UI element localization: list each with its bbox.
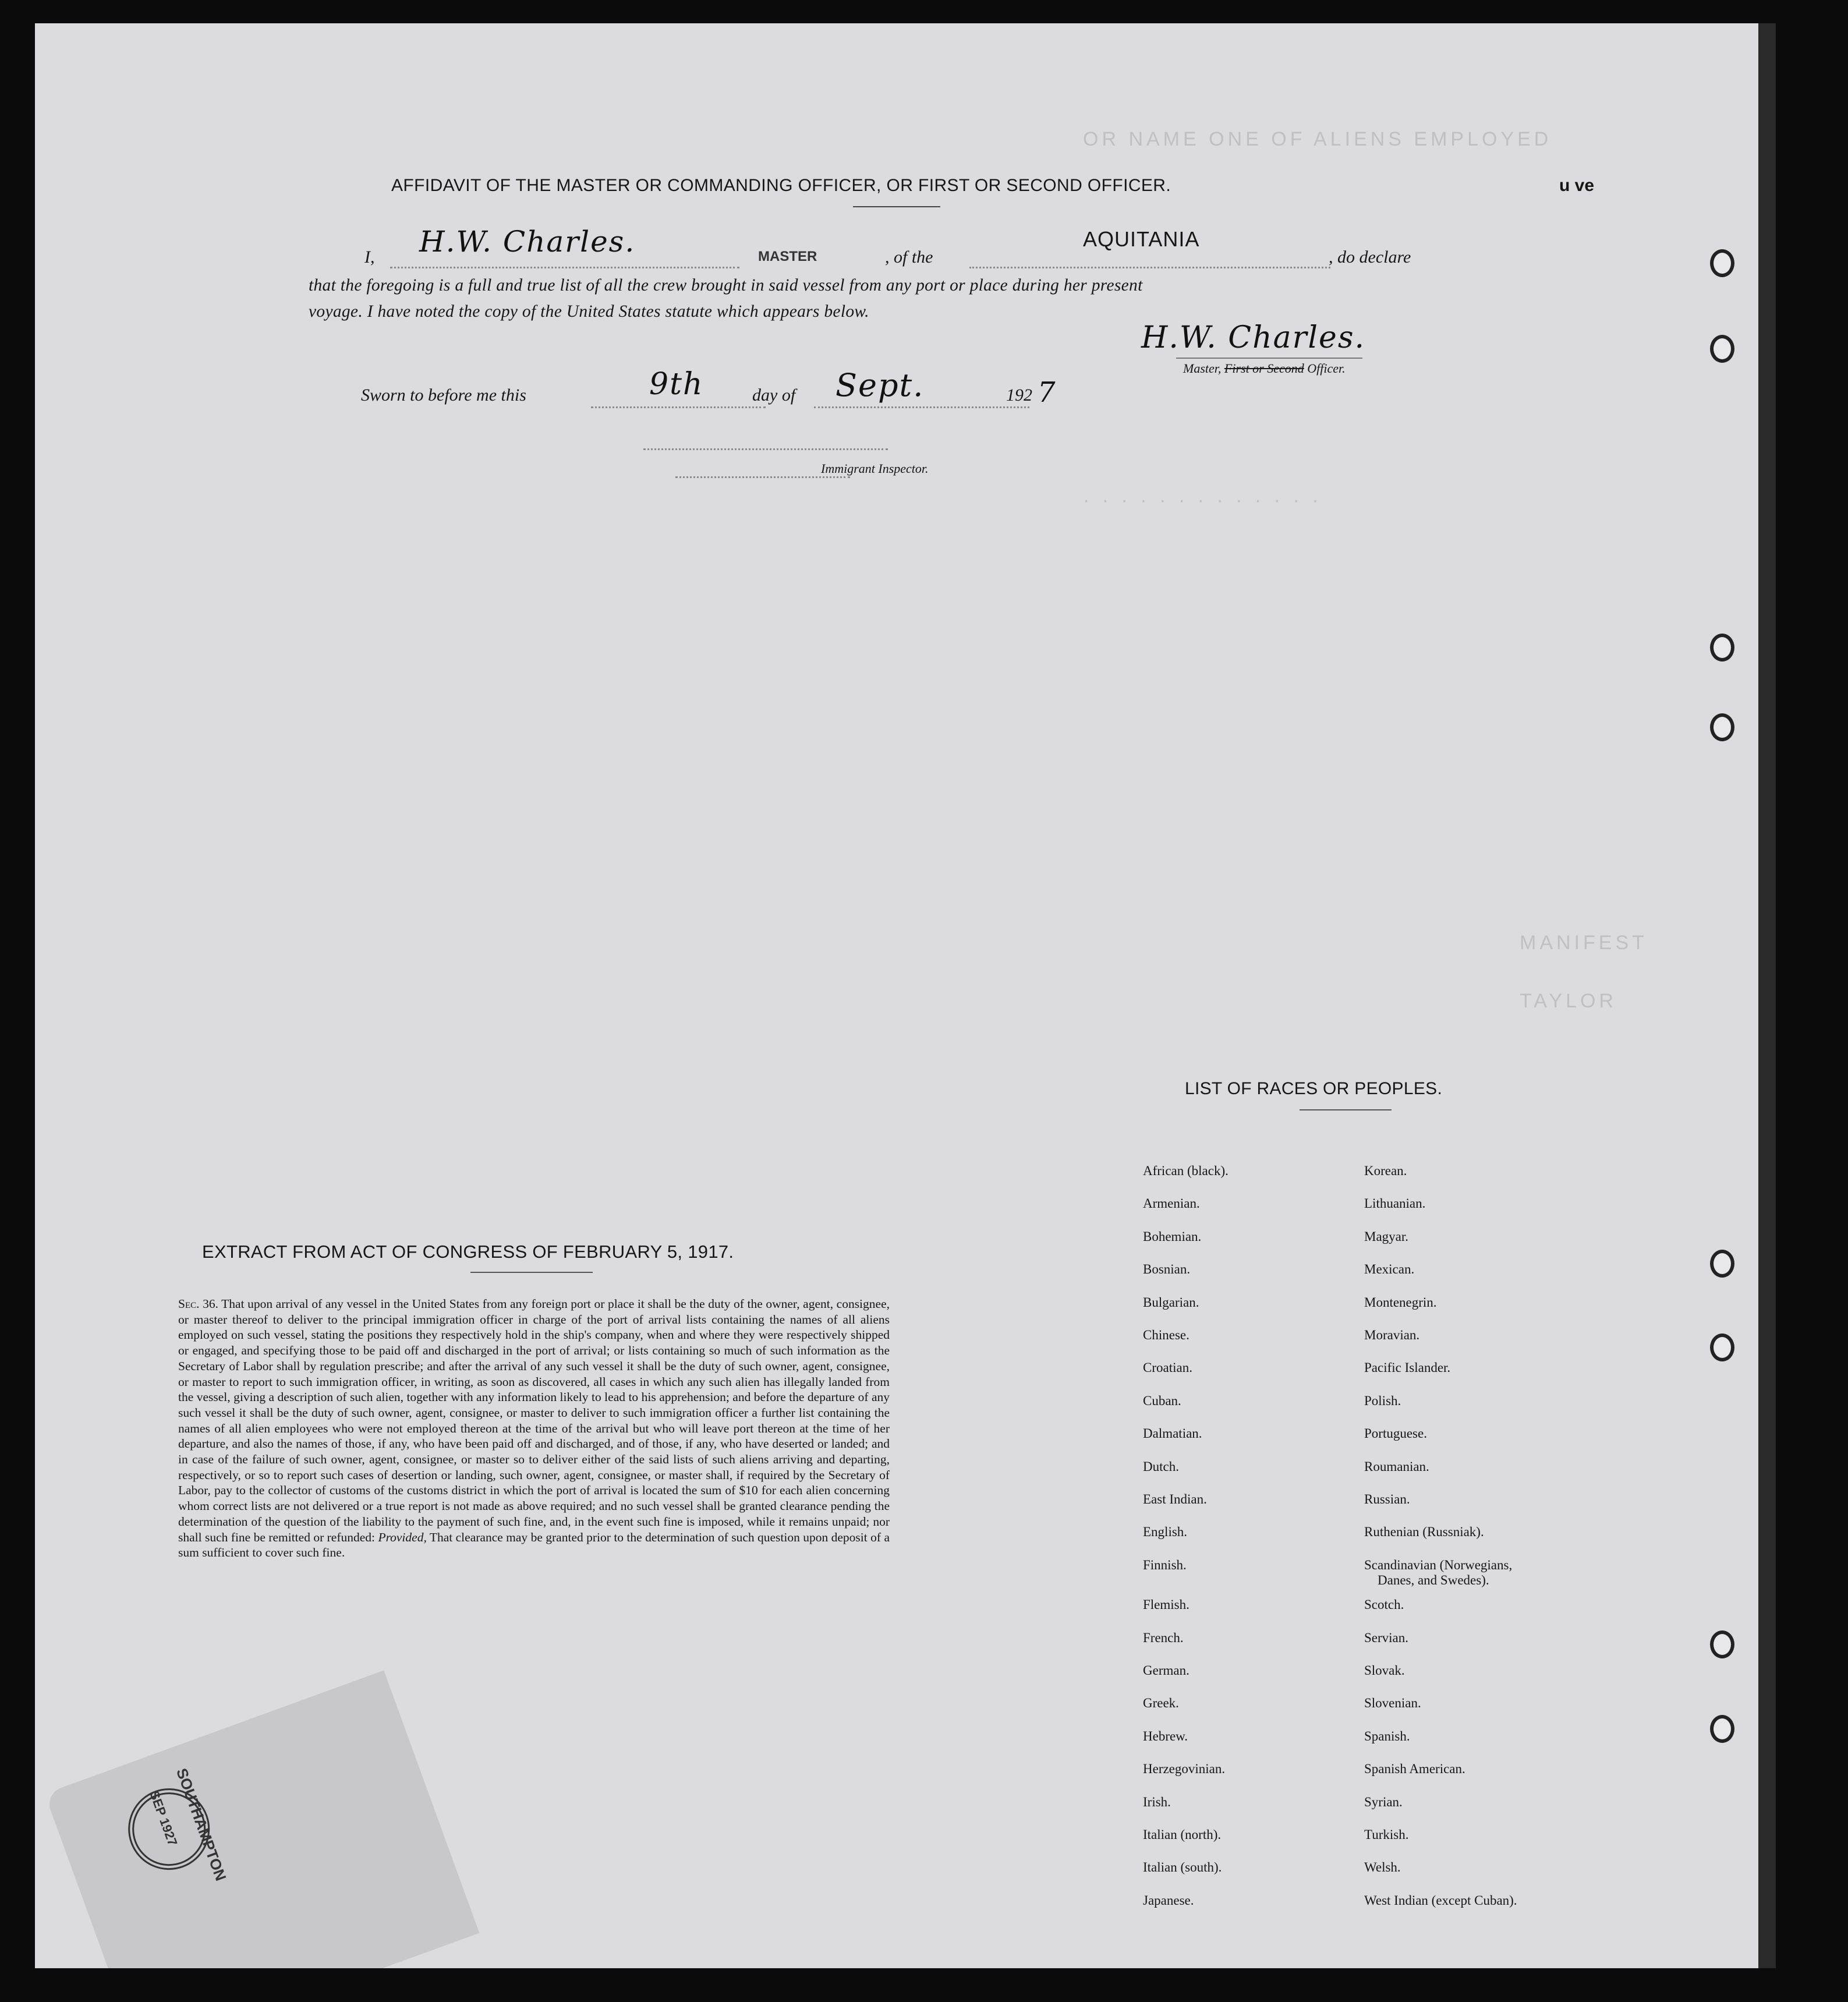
race-item: Flemish. (1143, 1597, 1189, 1612)
sworn-label: Sworn to before me this (361, 385, 526, 405)
year-handwritten: 7 (1038, 376, 1057, 409)
race-item: Spanish. (1364, 1728, 1410, 1743)
race-item: Herzegovinian. (1143, 1762, 1226, 1777)
provided-label: Provided, (378, 1530, 427, 1544)
rank-stamp: MASTER (758, 249, 817, 264)
name-dotted-line (390, 267, 739, 268)
signature-line (1176, 358, 1362, 359)
title-officer: Officer. (1307, 361, 1346, 376)
race-item: Italian (south). (1143, 1860, 1222, 1875)
race-item: African (black). (1143, 1163, 1229, 1178)
race-item: Pacific Islander. (1364, 1360, 1451, 1375)
race-item: Bulgarian. (1143, 1294, 1199, 1310)
race-item: Hebrew. (1143, 1728, 1188, 1743)
declarant-prefix: I, (364, 247, 375, 267)
race-item: Chinese. (1143, 1328, 1189, 1342)
race-item: Mexican. (1364, 1262, 1415, 1277)
inspector-sign-line (675, 476, 850, 478)
race-item: Japanese. (1143, 1893, 1194, 1908)
title-struck-out: First or Second (1224, 361, 1304, 376)
extract-underline (470, 1272, 593, 1273)
race-item: Cuban. (1143, 1393, 1181, 1408)
bleed-through: OR NAME ONE OF ALIENS EMPLOYED (1083, 128, 1552, 150)
margin-fragment: u ve (1559, 176, 1595, 195)
bleed-through: · · · · · · · · · · · · · (1083, 489, 1322, 511)
binding-hole (1710, 1715, 1734, 1743)
race-item: Dutch. (1143, 1459, 1179, 1474)
race-item: English. (1143, 1525, 1188, 1540)
sworn-month: Sept. (836, 367, 925, 404)
binding-hole (1710, 713, 1734, 741)
race-item: German. (1143, 1663, 1189, 1678)
race-item: Ruthenian (Russniak). (1364, 1525, 1484, 1540)
race-item: West Indian (except Cuban). (1364, 1893, 1517, 1908)
binding-hole (1710, 1334, 1734, 1361)
day-dotted-line (591, 406, 766, 408)
right-edge-shadow (1758, 23, 1776, 1968)
officer-signature: H.W. Charles. (1141, 320, 1366, 355)
vessel-name: AQUITANIA (1083, 227, 1200, 251)
section-number: Sec. 36. (178, 1297, 218, 1311)
race-item: Russian. (1364, 1492, 1410, 1506)
binding-hole (1710, 1630, 1734, 1658)
race-item: East Indian. (1143, 1492, 1207, 1506)
declarant-signature: H.W. Charles. (419, 225, 636, 259)
race-item: Armenian. (1143, 1196, 1200, 1211)
stamp-date: SEP 1927 (147, 1788, 180, 1848)
bleed-through: MANIFEST (1520, 932, 1648, 954)
month-dotted-line (814, 406, 1029, 408)
do-declare-label: , do declare (1329, 247, 1411, 267)
extract-title: EXTRACT FROM ACT OF CONGRESS OF FEBRUARY 5, 1917. (202, 1241, 734, 1262)
vessel-dotted-line (969, 267, 1330, 268)
day-of-label: day of (752, 385, 796, 405)
race-item: Greek. (1143, 1696, 1179, 1711)
race-item: Slovak. (1364, 1663, 1405, 1678)
binding-hole (1710, 634, 1734, 662)
race-item: French. (1143, 1630, 1184, 1645)
affidavit-title: AFFIDAVIT OF THE MASTER OR COMMANDING OFFICER, OR FIRST OR SECOND OFFICER. (391, 176, 1171, 195)
statement-line-2: voyage. I have noted the copy of the United States statute which appears below. (309, 302, 869, 321)
statement-line-1: that the foregoing is a full and true list of all the crew brought in said vessel from any port or place during her present (309, 276, 1143, 295)
race-item: Magyar. (1364, 1229, 1409, 1244)
race-item: Lithuanian. (1364, 1196, 1426, 1211)
binding-hole (1710, 335, 1734, 363)
stamp-text: SOUTHAMPTON (173, 1766, 230, 1883)
bleed-through: TAYLOR (1520, 990, 1617, 1012)
inspector-label: Immigrant Inspector. (821, 461, 929, 476)
race-item: Welsh. (1364, 1860, 1401, 1875)
folded-corner (45, 1670, 480, 1968)
races-underline (1300, 1109, 1392, 1110)
section-text-end: That clearance may be granted prior to the determination of such question upon deposit of a sum sufficient to cover such fine. (178, 1530, 890, 1560)
binding-hole (1710, 249, 1734, 277)
title-underline (853, 206, 940, 207)
race-item: Spanish American. (1364, 1762, 1465, 1777)
race-item: Finnish. (1143, 1557, 1187, 1572)
race-item: Italian (north). (1143, 1827, 1222, 1842)
race-item: Montenegrin. (1364, 1294, 1437, 1310)
section-text: That upon arrival of any vessel in the United States from any foreign port or place it shall be the duty of the owner, agent, consignee, or master thereof to deliver to the principal immigration officer in charge of the port of arrival lists containing the names of all aliens employed on such vessel, stating the positions they respectively hold in the ship's company, when and where they were respectively shipped or engaged, and specifying those to be paid off and discharged in the port of arrival; or lists containing so much of such information as the Secretary of Labor shall by regulation prescribe; and after the arrival of any such vessel it shall be the duty of such owner, agent, consignee, or master to report to such immigration officer, in writing, as soon as discovered, all cases in which any such alien has illegally landed from the vessel, giving a description of such alien, together with any information likely to lead to his apprehension; and before the departure of any such vessel it shall be the duty of such owner, agent, consignee, or master to deliver to such immigration officer a further list containing the names of all alien employees who were not employed thereon at the time of the arrival but who will leave port thereon at the time of her departure, and also the names of those, if any, who have been paid off and discharged, and of those, if any, who have deserted or landed; and in case of the failure of such owner, agent, consignee, or master so to deliver either of the said lists of such aliens arriving and departing, respectively, or so to report such cases of desertion or landing, such owner, agent, consignee, or master shall, if required by the Secretary of Labor, pay to the collector of customs of the customs district in which the port of arrival is located the sum of $10 for each alien concerning whom correct lists are not delivered or a true report is not made as above required; and no such vessel shall be granted clearance pending the determination of the question of the liability to the payment of such fine, and, in the event such fine is imposed, while it remains unpaid; nor shall such fine be remitted or refunded: (178, 1297, 890, 1544)
race-item: Korean. (1364, 1163, 1407, 1178)
race-item: Croatian. (1143, 1360, 1192, 1375)
title-master: Master, (1183, 361, 1222, 376)
race-item: Bohemian. (1143, 1229, 1202, 1244)
race-item: Irish. (1143, 1794, 1171, 1809)
binding-hole (1710, 1250, 1734, 1278)
race-item: Dalmatian. (1143, 1426, 1202, 1441)
officer-title (1183, 361, 1346, 376)
race-item: Portuguese. (1364, 1426, 1427, 1441)
race-item: Moravian. (1364, 1328, 1420, 1342)
year-printed: 192 (1006, 385, 1032, 405)
extract-body (178, 1296, 890, 1561)
race-item: Turkish. (1364, 1827, 1409, 1842)
races-title: LIST OF RACES OR PEOPLES. (1185, 1079, 1443, 1098)
race-item: Roumanian. (1364, 1459, 1429, 1474)
race-item: Servian. (1364, 1630, 1409, 1645)
race-item: Scotch. (1364, 1597, 1404, 1612)
race-item: Syrian. (1364, 1794, 1403, 1809)
manifest-sheet (35, 23, 1776, 1968)
of-the-label: , of the (885, 247, 933, 267)
inspector-upper-line (643, 448, 888, 450)
race-item: Polish. (1364, 1393, 1401, 1408)
race-item: Slovenian. (1364, 1696, 1421, 1711)
race-item: Bosnian. (1143, 1262, 1191, 1277)
sworn-day: 9th (649, 367, 704, 402)
race-item: Scandinavian (Norwegians, Danes, and Swedes). (1364, 1557, 1513, 1587)
